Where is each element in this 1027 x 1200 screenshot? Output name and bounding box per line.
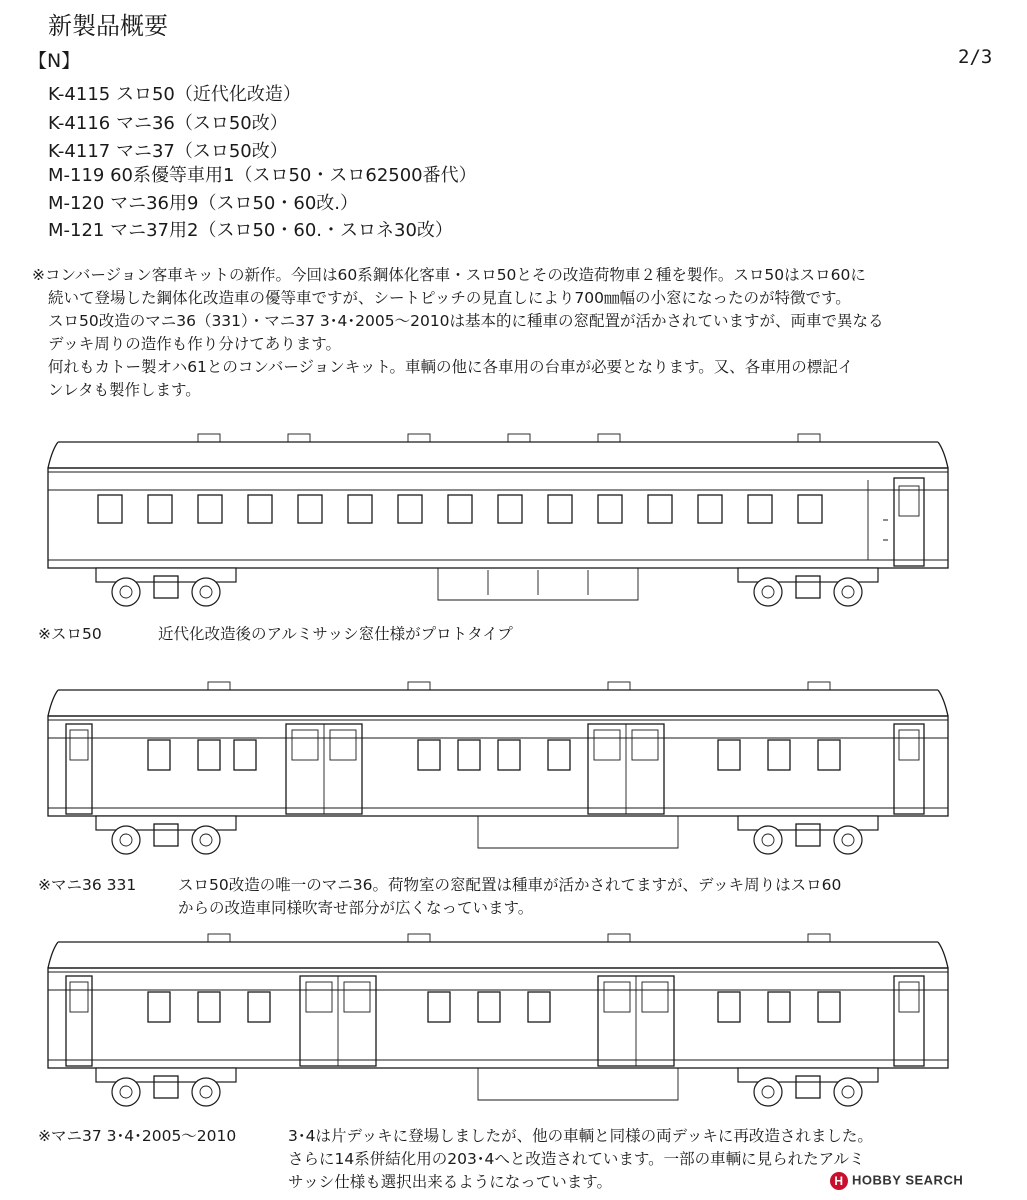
roof-vents [208,934,830,942]
description-line: ンレタも製作します。 [48,381,201,399]
watermark-text: HOBBY SEARCH [852,1172,964,1188]
bogie-right [738,568,878,606]
bogie-right [738,816,878,854]
description-line: ※コンバージョン客車キットの新作。今回は60系鋼体化客車・スロ50とその改造荷物車２種を製作。スロ50はスロ60に [32,266,866,284]
caption-label-mani36: ※マニ36 331 [38,876,137,894]
caption-text-mani36: からの改造車同様吹寄せ部分が広くなっています。 [178,899,534,917]
description-line: 何れもカトー製オハ61とのコンバージョンキット。車輌の他に各車用の台車が必要となります。又、各車用の標記イ [48,358,854,376]
product-line-m121: M-121 マニ37用2（スロ50・60.・スロネ30改） [48,220,453,241]
passenger-windows [98,495,822,523]
caption-text-mani37: さらに14系併結化用の203･4へと改造されています。一部の車輌に見られたアルミ [288,1150,865,1168]
caption-label-suro50: ※スロ50 [38,625,102,643]
drawing-mani36 [38,668,958,868]
drawing-mani37 [38,920,958,1120]
bogie-left [96,1068,236,1106]
luggage-windows [148,740,840,770]
end-door-right [894,976,924,1066]
product-line-k4115: K-4115 スロ50（近代化改造） [48,84,301,105]
caption-text-mani36: スロ50改造の唯一のマニ36。荷物室の窓配置は種車が活かされてますが、デッキ周りはスロ60 [178,876,842,894]
product-line-m120: M-120 マニ36用9（スロ50・60改.） [48,193,358,214]
bogie-left [96,816,236,854]
section-label: 【N】 [28,50,81,72]
end-door [894,478,924,566]
caption-text-mani37: 3･4は片デッキに登場しましたが、他の車輌と同様の両デッキに再改造されました。 [288,1127,873,1145]
product-line-k4116: K-4116 マニ36（スロ50改） [48,113,288,134]
product-line-k4117: K-4117 マニ37（スロ50改） [48,141,288,162]
caption-label-mani37: ※マニ37 3･4･2005～2010 [38,1127,237,1145]
description-line: スロ50改造のマニ36（331）・マニ37 3･4･2005～2010は基本的に種車の窓配置が活かされていますが、両車で異なる [48,312,884,330]
caption-text-mani37: サッシ仕様も選択出来るようになっています。 [288,1173,612,1191]
page-title: 新製品概要 [48,12,168,40]
description-line: デッキ周りの造作も作り分けてあります。 [48,335,341,353]
hobby-search-logo-icon: H [830,1172,848,1190]
bogie-left [96,568,236,606]
caption-text-suro50: 近代化改造後のアルミサッシ窓仕様がプロトタイプ [158,625,513,643]
luggage-windows [148,992,840,1022]
roof-vents [208,682,830,690]
end-door-right [894,724,924,814]
product-line-m119: M-119 60系優等車用1（スロ50・スロ62500番代） [48,165,477,186]
drawing-suro50 [38,420,958,620]
description-line: 続いて登場した鋼体化改造車の優等車ですが、シートピッチの見直しにより700㎜幅の小窓になったのが特徴です。 [48,289,851,307]
page-number: 2/3 [958,46,993,68]
roof-vents [198,434,820,442]
bogie-right [738,1068,878,1106]
watermark [830,1172,963,1190]
